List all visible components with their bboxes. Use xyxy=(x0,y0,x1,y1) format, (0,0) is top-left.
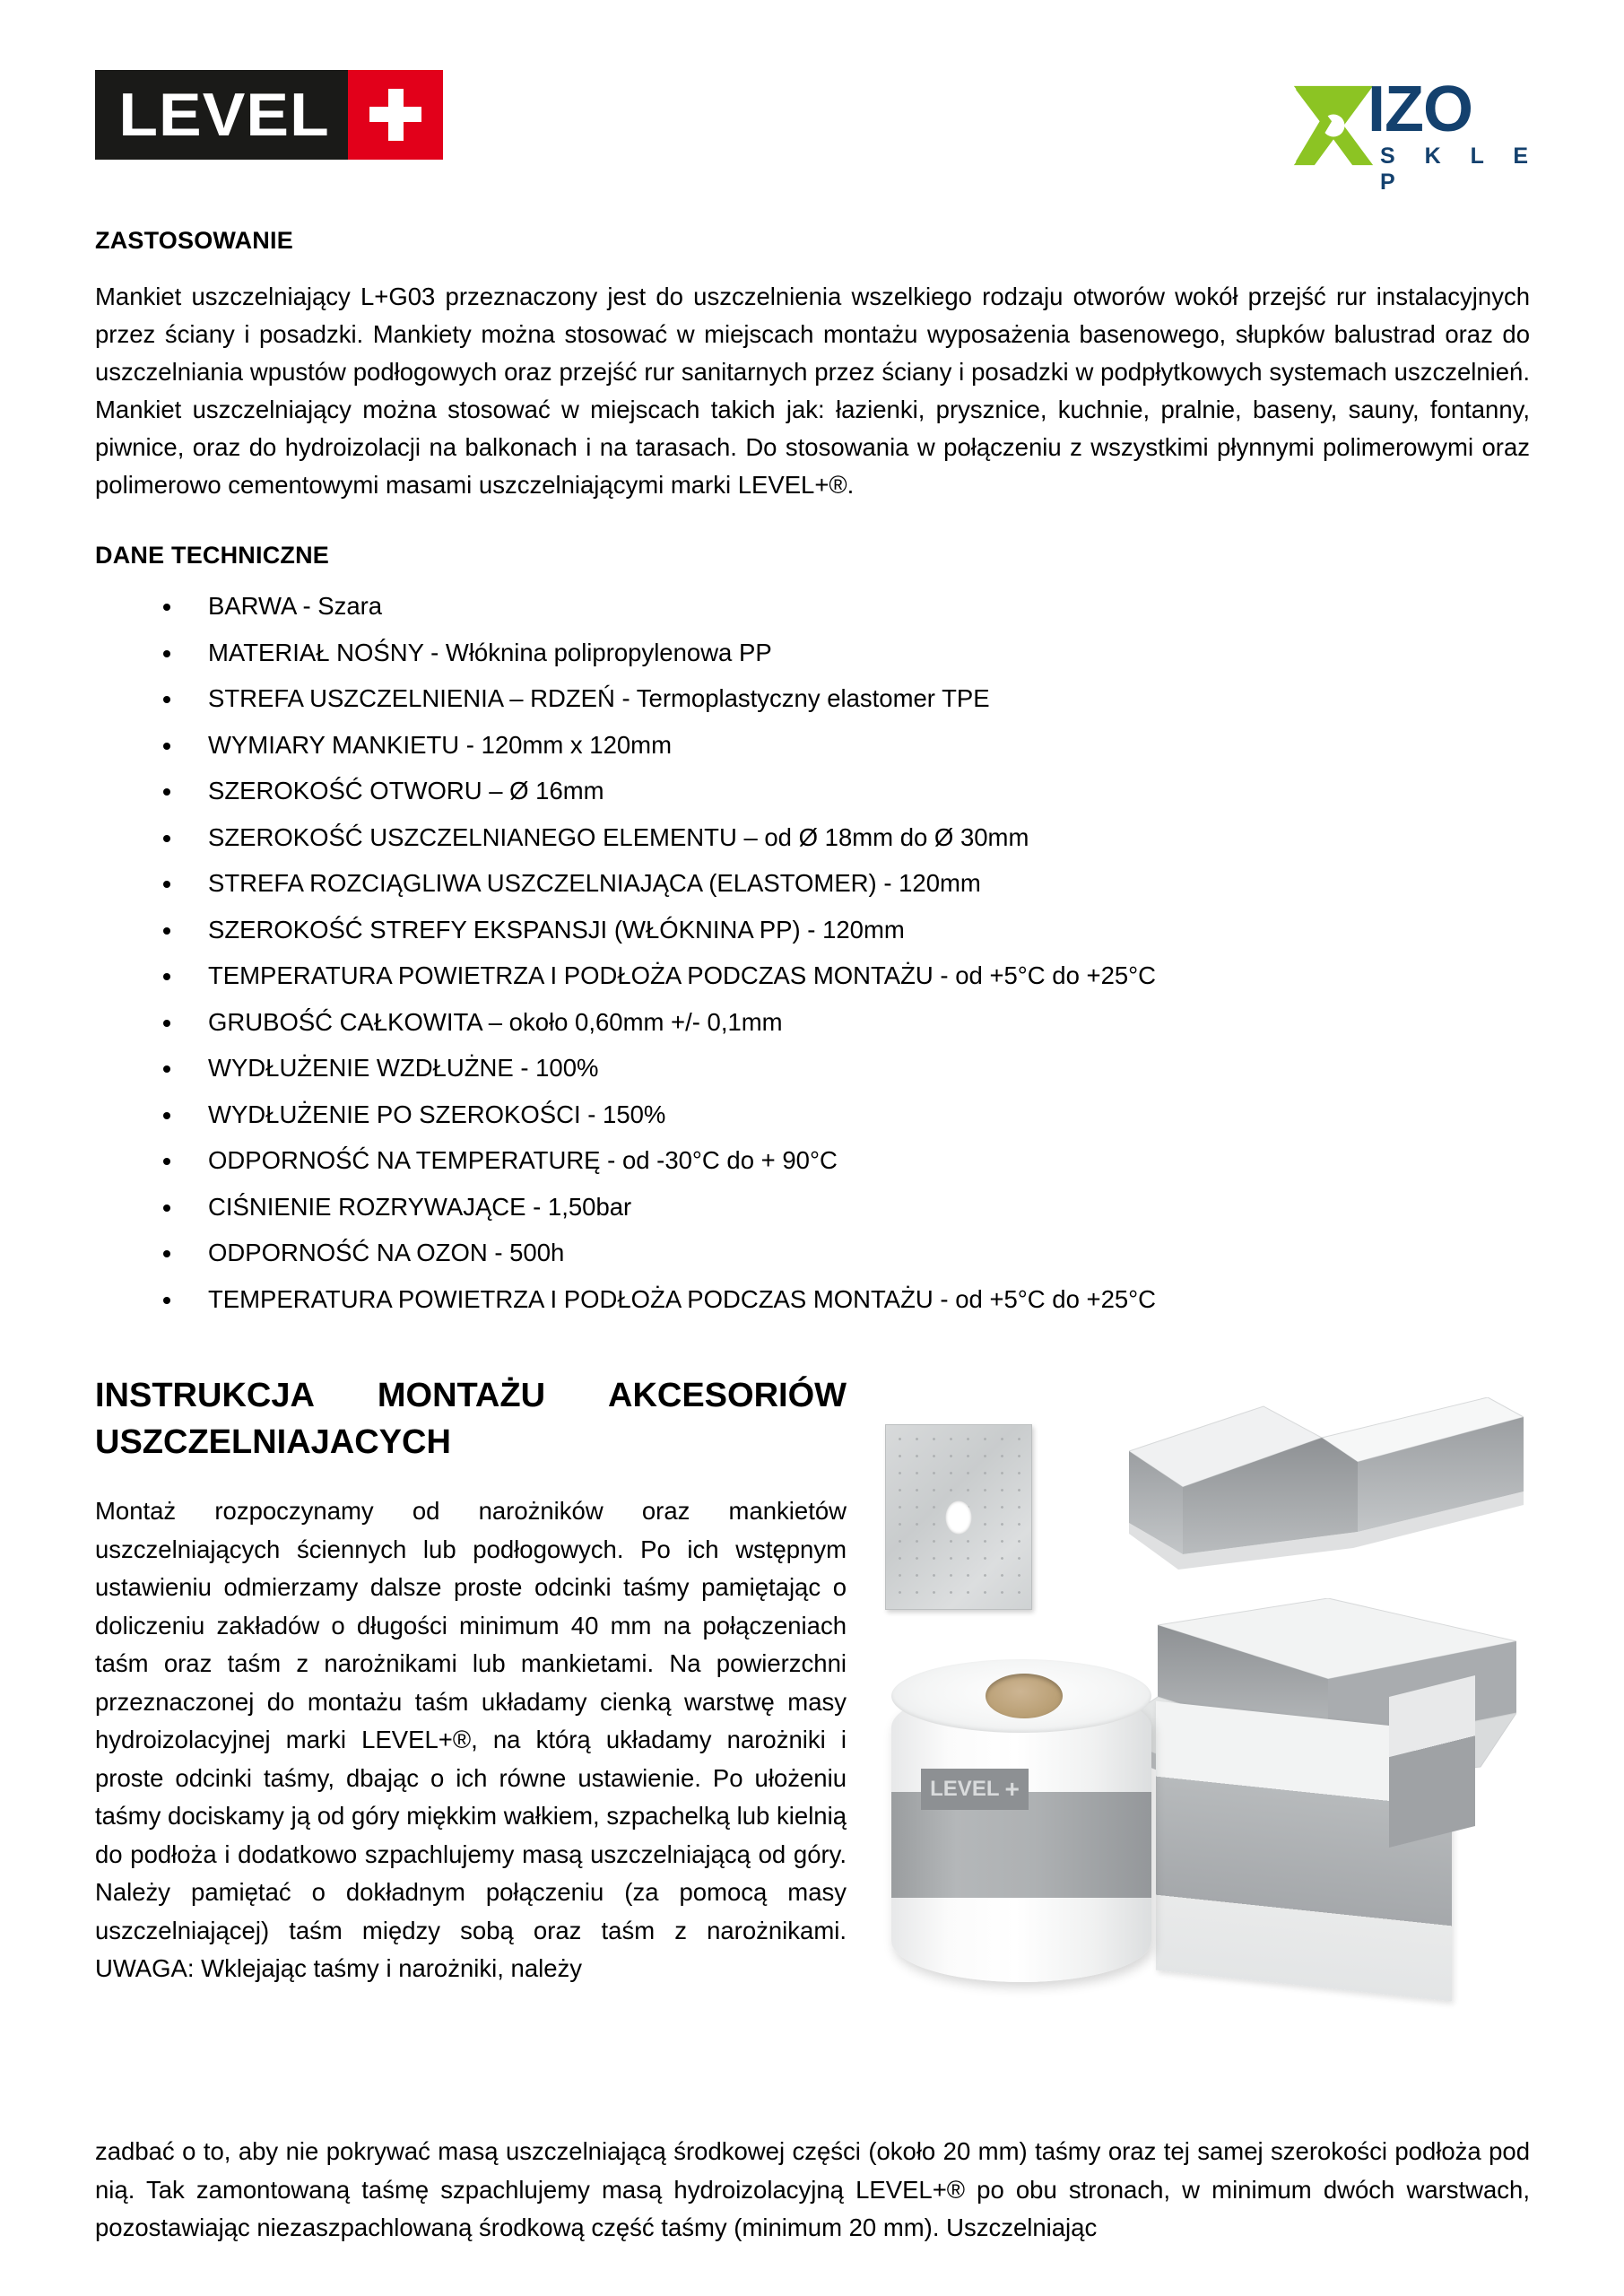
tape-tail-flip xyxy=(1389,1675,1475,1848)
list-item: ODPORNOŚĆ NA OZON - 500h xyxy=(152,1239,1530,1266)
list-item: SZEROKOŚĆ USZCZELNIANEGO ELEMENTU – od Ø 18mm do Ø 30mm xyxy=(152,824,1530,851)
level-wordmark: LEVEL xyxy=(118,81,330,149)
heading-line-1: INSTRUKCJA MONTAŻU AKCESORIÓW xyxy=(95,1377,847,1414)
tape-roll-image xyxy=(860,1634,1530,2083)
level-plus-logo xyxy=(95,70,443,160)
list-item: GRUBOŚĆ CAŁKOWITA – około 0,60mm +/- 0,1mm xyxy=(152,1009,1530,1036)
plus-icon xyxy=(348,70,443,160)
paragraph-instrukcja: Montaż rozpoczynamy od narożników oraz mankietów uszczelniających ściennych lub podłogowych. Po ich wstępnym ustawieniu odmierzamy dalsze proste odcinki taśmy pamiętając o doliczeniu zakładów o długości minimum 40 mm na połączeniach taśm oraz taśm z narożnikami lub mankietami. Na powierzchni przeznaczonej do montażu taśm układamy cienką warstwę masy hydroizolacyjnej marki LEVEL+®, na którą układamy narożniki i proste odcinki taśmy, dbając o ich równe ustawienie. Po ułożeniu taśmy dociskamy ją od góry miękkim wałkiem, szpachelką lub kielnią do podłoża i dodatkowo szpachlujemy masą uszczelniającą od góry. Należy pamiętać o dokładnym połączeniu (za pomocą masy uszczelniającej) taśm między sobą oraz taśm z narożnikami. UWAGA: Wklejając taśmy i narożniki, należy xyxy=(95,1497,847,1982)
heading-instrukcja xyxy=(95,1372,847,1465)
sealing-collar-image xyxy=(885,1424,1032,1610)
list-item: WYDŁUŻENIE PO SZEROKOŚCI - 150% xyxy=(152,1101,1530,1128)
paragraph-bottom: zadbać o to, aby nie pokrywać masą uszczelniającą środkowej części (około 20 mm) taśmy oraz tej samej szerokości podłoża pod nią. Tak zamontowaną taśmę szpachlujemy masą hydroizolacyjną LEVEL+® po obu stronach, w minimum dwóch warstwach, pozostawiając niezaszpachlowaną środkową część taśmy (minimum 20 mm). Uszczelniając xyxy=(95,2137,1530,2241)
list-item: TEMPERATURA POWIETRZA I PODŁOŻA PODCZAS MONTAŻU - od +5°C do +25°C xyxy=(152,962,1530,989)
spacer xyxy=(95,504,1530,542)
list-item: WYDŁUŻENIE WZDŁUŻNE - 100% xyxy=(152,1055,1530,1082)
heading-dane-techniczne: DANE TECHNICZNE xyxy=(95,542,330,569)
list-item: ODPORNOŚĆ NA TEMPERATURĘ - od -30°C do + 90°C xyxy=(152,1147,1530,1174)
corner-piece-image-top xyxy=(1129,1397,1524,1604)
product-images xyxy=(860,1372,1530,2144)
roll-cardboard-core xyxy=(986,1674,1063,1718)
main-content xyxy=(95,227,1530,1332)
paragraph-zastosowanie: Mankiet uszczelniający L+G03 przeznaczony jest do uszczelnienia wszelkiego rodzaju otworów wokół przejść rur instalacyjnych przez ściany i posadzki. Mankiety można stosować w miejscach montażu wyposażenia basenowego, słupków balustrad oraz do uszczelniania wpustów podłogowych oraz przejść rur sanitarnych przez ściany i posadzki w podpłytkowych systemach uszczelnień. Mankiet uszczelniający można stosować w miejscach takich jak: łazienki, prysznice, kuchnie, pralnie, baseny, sauny, fontanny, piwnice, oraz do hydroizolacji na balkonach i na tarasach. Do stosowania w połączeniu z wszystkimi płynnymi polimerowymi oraz polimerowo cementowymi masami uszczelniającymi marki LEVEL+®. xyxy=(95,283,1530,499)
page-header xyxy=(0,0,1624,206)
instruction-text-column xyxy=(95,1372,847,1988)
roll-brand-mark xyxy=(921,1769,1029,1810)
izo-sklep-subtitle: S K L E P xyxy=(1380,144,1541,195)
list-item: SZEROKOŚĆ OTWORU – Ø 16mm xyxy=(152,778,1530,804)
list-item: BARWA - Szara xyxy=(152,593,1530,620)
izo-hex-icon xyxy=(1290,83,1376,169)
roll-brand-plus-icon: + xyxy=(1004,1775,1020,1803)
heading-line-2: USZCZELNIAJACYCH xyxy=(95,1423,451,1461)
izo-wordmark: IZO xyxy=(1368,74,1472,145)
spec-list xyxy=(95,593,1530,1313)
level-wordmark-block xyxy=(95,70,348,160)
list-item: STREFA USZCZELNIENIA – RDZEŃ - Termoplastyczny elastomer TPE xyxy=(152,685,1530,712)
roll-brand-text: LEVEL xyxy=(930,1777,1000,1801)
list-item: CIŚNIENIE ROZRYWAJĄCE - 1,50bar xyxy=(152,1194,1530,1221)
list-item: MATERIAŁ NOŚNY - Włóknina polipropylenowa PP xyxy=(152,639,1530,666)
list-item: STREFA ROZCIĄGLIWA USZCZELNIAJĄCA (ELASTOMER) - 120mm xyxy=(152,870,1530,897)
list-item: WYMIARY MANKIETU - 120mm x 120mm xyxy=(152,732,1530,759)
izo-sklep-logo xyxy=(1290,54,1559,195)
heading-zastosowanie: ZASTOSOWANIE xyxy=(95,227,293,254)
collar-hole xyxy=(946,1500,972,1534)
list-item: TEMPERATURA POWIETRZA I PODŁOŻA PODCZAS MONTAŻU - od +5°C do +25°C xyxy=(152,1286,1530,1313)
list-item: SZEROKOŚĆ STREFY EKSPANSJI (WŁÓKNINA PP) - 120mm xyxy=(152,917,1530,944)
